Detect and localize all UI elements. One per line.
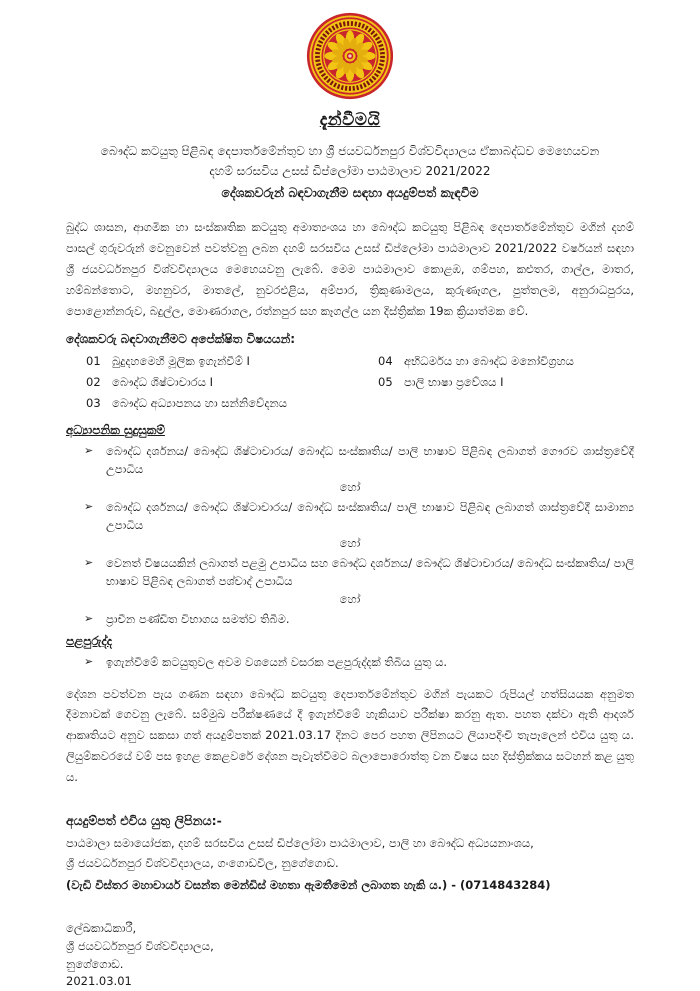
address-line-2: ශ්‍රී ජයවර්ධනපුර විශ්වවිද්‍යාලය, ගංගොඩවිල, නුගේගොඩ.: [66, 855, 339, 870]
arrow-bullet-icon: ➢: [84, 611, 94, 625]
qualifications-list: [66, 442, 634, 628]
address-heading: අයදුම්පත් එවිය යුතු ලිපිනය:-: [66, 813, 222, 829]
subject-item: [86, 393, 342, 414]
subject-label: බෞද්ධ අධ්‍යාපනය හා සන්නිවේදනය: [112, 396, 288, 411]
subject-number: 02: [86, 375, 101, 390]
qualification-item: [66, 442, 634, 479]
experience-heading: පළපුරුද්ද: [66, 634, 113, 649]
header-line-2: දහම් සරසවිය උසස් ඩිප්ලෝමා පාඨමාලාව 2021/2022: [209, 163, 491, 178]
qualification-text: වෙනත් විෂයයකින් ලබාගත් පළමු උපාධිය සහ බෞද්ධ දර්ශනය/ බෞද්ධ ශිෂ්ටාචාරය/ බෞද්ධ සංස්කෘතිය/ පාලි භාෂාව පිළිබඳ ලබාගත් පශ්චාද් උපාධිය: [106, 555, 634, 589]
subject-item: [378, 351, 634, 372]
notice-title: දැන්වීමයි: [319, 110, 381, 130]
header-line-3: දේශකවරුන් බඳවාගැනීම සඳහා අයදුම්පත් කැඳවීම: [221, 184, 479, 200]
qualification-text: බෞද්ධ දර්ශනය/ බෞද්ධ ශිෂ්ටාචාරය/ බෞද්ධ සංස්කෘතිය/ පාලි භාෂාව පිළිබඳ ලබාගත් ගෞරව ශාස්ත්‍රවේදී උපාධිය: [106, 443, 634, 477]
logo-container: [66, 12, 634, 104]
subject-number: 04: [378, 353, 393, 368]
payment-paragraph: දේශන පවත්වන පැය ගණන සඳහා බෞද්ධ කටයුතු දෙපාර්තමේන්තුව මගින් පැයකට රුපියල් හත්සියයක අනුමත දීමනාවක් ගෙවනු ලැබේ. සම්මුඛ පරීක්ෂණයේ දී ඉගැන්වීමේ හැකියාව පරීක්ෂා කරනු ඇත. පහත දක්වා ඇති ආදර්ශ ආකෘතියට අනුව සකසා ගත් අයදුම්පතක් 2021.03.17 දිනට පෙර පහත ලිපිනයට ලියාපදිංචි තැපෑලෙන් එවිය යුතු ය. ලියුම්කවරයේ වම් පස ඉහළ කෙළවරේ දේශන පැවැත්වීමට බලාපොරොත්තු වන විෂය සහ දිස්ත්‍රික්කය සටහන් කළ යුතු ය.: [66, 686, 634, 785]
subject-item: [86, 351, 342, 372]
subject-number: 05: [378, 375, 393, 390]
header-line-1: බෞද්ධ කටයුතු පිළිබඳ දෙපාර්තමේන්තුව හා ශ්‍රී ජයවර්ධනපුර විශ්වවිද්‍යාලය ඒකාබද්ධව මෙහෙයවන: [100, 144, 600, 158]
signature-institution: ශ්‍රී ජයවර්ධනපුර විශ්වවිද්‍යාලය,: [66, 938, 214, 953]
address-line-1: පාඨමාලා සමායෝජක, දහම් සරසවිය උසස් ඩිප්ලෝමා පාඨමාලාව, පාලි හා බෞද්ධ අධ්‍යයනාංශය,: [66, 836, 534, 851]
qualification-text: බෞද්ධ දර්ශනය/ බෞද්ධ ශිෂ්ටාචාරය/ බෞද්ධ සංස්කෘතිය/ පාලි භාෂාව පිළිබඳ ලබාගත් ශාස්ත්‍රවේදී සාමාන්‍ය උපාධිය: [106, 499, 634, 533]
signature-city: නුගේගොඩ.: [66, 956, 124, 971]
experience-item: [66, 653, 634, 671]
subject-label: අභිධර්මය හා බෞද්ධ මනෝවිග්‍රහය: [404, 353, 574, 368]
subjects-list: [66, 351, 634, 415]
qualification-text: ප්‍රාචීන පණ්ඩිත විභාගය සමත්ව තිබීම.: [106, 611, 290, 626]
subject-number: 01: [86, 353, 101, 368]
or-separator: හෝ: [339, 480, 361, 495]
arrow-bullet-icon: ➢: [84, 443, 94, 457]
arrow-bullet-icon: ➢: [84, 555, 94, 569]
university-crest-icon: [304, 12, 396, 100]
subjects-column-left: [66, 351, 342, 415]
intro-paragraph: බුද්ධ ශාසන, ආගමික හා සංස්කෘතික කටයුතු අමාත්‍යංශය හා බෞද්ධ කටයුතු පිළිබඳ දෙපාර්තමේන්තුව මගින් දහම් පාසල් ගුරුවරුන් වෙනුවෙන් පවත්වනු ලබන දහම් සරසවිය උසස් ඩිප්ලෝමා පාඨමාලාව 2021/2022 වර්ෂයන් සඳහා ශ්‍රී ජයවර්ධනපුර විශ්වවිද්‍යාලය මෙහෙයවනු ලැබේ. මෙම පාඨමාලාව කොළඹ, ගම්පහ, කළුතර, ගාල්ල, මාතර, හම්බන්තොට, මහනුවර, මාතලේ, නුවරඑළිය, අම්පාර, ත්‍රිකුණාමලය, කුරුණෑගල, පුත්තලම, අනුරාධපුරය, පොළොන්නරුව, බදුල්ල, මොණරාගල, රත්නපුර සහ කෑගල්ල යන දිස්ත්‍රික්ක 19ක ක්‍රියාත්මක වේ.: [66, 220, 634, 318]
subject-number: 03: [86, 396, 101, 411]
subjects-heading: දේශකවරු බඳවාගැනීමට අපේක්ෂිත විෂයයන්:: [66, 331, 296, 346]
arrow-bullet-icon: ➢: [84, 499, 94, 513]
subject-item: [378, 372, 634, 393]
qualification-item: [66, 498, 634, 535]
contact-note: (වැඩි විස්තර මහාචාර්ය වසන්ත මෙන්ඩිස් මහතා ඇමතීමෙන් ලබාගත හැකි ය.) - (0714843284): [66, 878, 551, 893]
subject-label: බුදුදහමෙහි මූලික ඉගැන්වීම් I: [112, 353, 250, 368]
subject-item: [86, 372, 342, 393]
experience-text: ඉගැන්වීමේ කටයුතුවල අවම වශයෙන් වසරක පළපුරුද්දක් තිබිය යුතු ය.: [106, 655, 448, 670]
qualification-item: [66, 610, 634, 628]
signature-block: [66, 920, 634, 991]
qualifications-heading: අධ්‍යාපනික සුදුසුකම්: [66, 422, 165, 437]
signature-date: 2021.03.01: [66, 974, 132, 989]
qualification-item: [66, 554, 634, 591]
or-separator: හෝ: [339, 536, 361, 551]
signature-role: ලේඛකාධිකාරී,: [66, 921, 137, 935]
or-separator: හෝ: [339, 592, 361, 607]
subject-label: පාලි භාෂා ප්‍රවේශය I: [404, 375, 504, 390]
arrow-bullet-icon: ➢: [84, 655, 94, 669]
address-section: [66, 810, 634, 896]
subject-label: බෞද්ධ ශිෂ්ටාචාරය I: [112, 375, 214, 390]
experience-section: [66, 634, 634, 671]
notice-header: [66, 142, 634, 203]
subjects-column-right: [342, 351, 634, 415]
